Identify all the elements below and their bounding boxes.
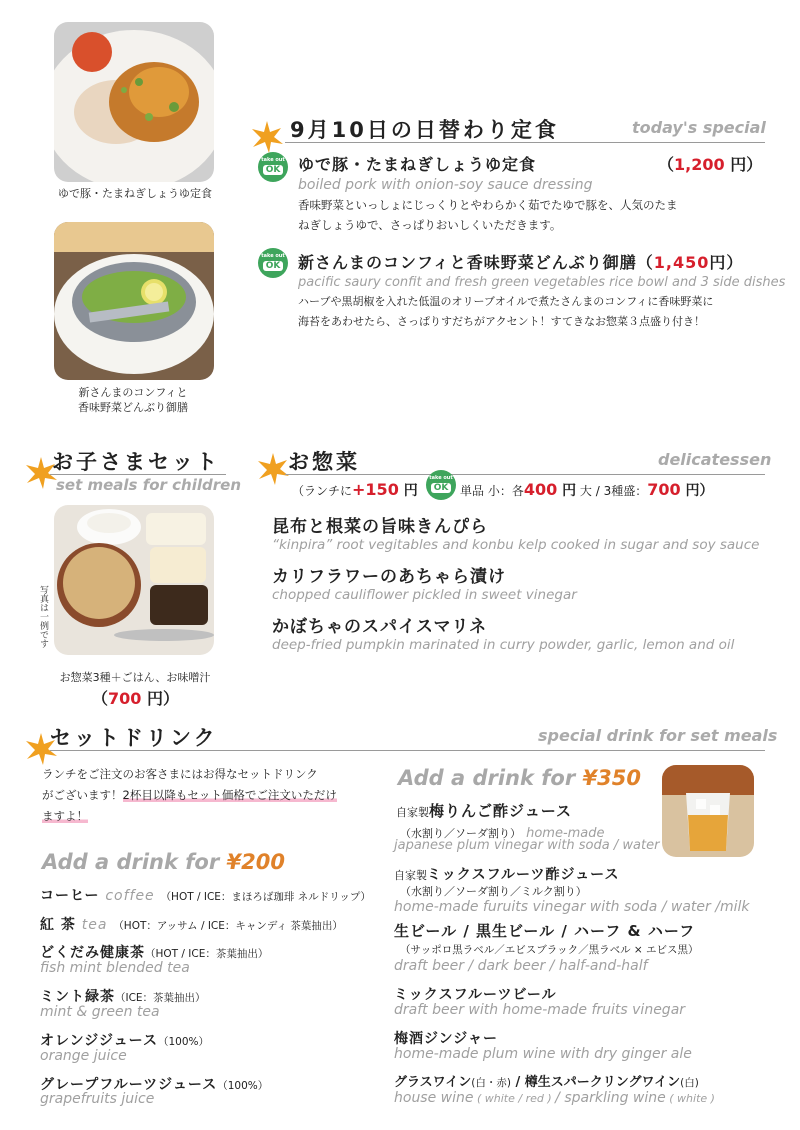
drink-english: home-made plum wine with dry ginger ale [394, 1046, 692, 1062]
photo-saury-bowl [54, 222, 214, 380]
drink-inline-english: home-made [526, 826, 605, 841]
drink-note: （100%） [217, 1080, 269, 1092]
kids-divider [50, 474, 226, 475]
drink-english: grapefruits juice [40, 1091, 155, 1107]
takeout-badge-ok: OK [263, 165, 283, 175]
photo-caption-saury-2: 香味野菜どんぶり御膳 [78, 401, 188, 414]
drink-name: ミント緑茶 [40, 989, 115, 1005]
drink-mix-fruit-beer: ミックスフルーツビール [394, 987, 557, 1003]
deli-price-pre: （ランチに [292, 484, 353, 498]
deli-subtitle: delicatessen [658, 450, 772, 469]
dish2-desc-line2: 海苔をあわせたら、さっぱりすだちがアクセント！すてきなお惣菜３点盛り付き！ [298, 315, 705, 328]
deli-price-p2: 700 [647, 480, 681, 499]
special-dish2-desc [298, 292, 768, 332]
special-dish1-name: ゆで豚・たまねぎしょうゆ定食 [298, 155, 537, 174]
special-dish2-english: pacific saury confit and fresh green vegetables rice bowl and 3 side dishes [298, 275, 786, 290]
drink-mix-fruit-vinegar [394, 864, 619, 884]
photo-caption-kids: お惣菜3種＋ごはん、お味噌汁 [59, 671, 211, 684]
kids-subtitle: set meals for children [56, 476, 242, 494]
drink-english: japanese plum vinegar with soda / water [394, 838, 660, 853]
drink-prefix: 自家製 [396, 806, 429, 819]
drink-note: （HOT / ICE：まほろば珈琲 ネルドリップ） [160, 891, 371, 903]
drinks-intro [42, 764, 392, 827]
kids-price [92, 686, 179, 709]
drinks-title: セットドリンク [50, 726, 218, 750]
drinks-intro-line2a: がございます！ [42, 788, 123, 802]
deli-price-line [292, 480, 418, 500]
wine-english-d: ( white ) [665, 1092, 715, 1105]
dish2-price-value: 1,450 [653, 253, 710, 272]
deli-price-add: +150 [352, 480, 399, 499]
takeout-badge-top: take out [261, 157, 285, 163]
photo-kids-set [54, 505, 214, 655]
wine-english-b: ( white / red ) [473, 1092, 556, 1105]
kids-price-value: 700 [108, 689, 142, 708]
deli-price-large-label: 大 / 3種盛： [576, 484, 648, 498]
special-dish1-english: boiled pork with onion-soy sauce dressing [298, 177, 593, 193]
deli-item-name: カリフラワーのあちゃら漬け [272, 567, 506, 587]
drink-note: (白・赤) [471, 1077, 511, 1089]
photo-caption-saury-1: 新さんまのコンフィと [78, 386, 188, 399]
drink-english: draft beer / dark beer / half-and-half [394, 958, 648, 974]
deli-item-english: deep-fried pumpkin marinated in curry powder, garlic, lemon and oil [272, 637, 735, 653]
drink-tea [40, 914, 343, 934]
drink-coffee [40, 885, 371, 905]
add-drink-200-price: ¥200 [226, 850, 285, 874]
dish1-price-suffix: 円） [724, 155, 763, 174]
add-drink-200-heading [42, 850, 285, 874]
deli-item-english: chopped cauliflower pickled in sweet vinegar [272, 587, 577, 603]
takeout-ok-badge [258, 248, 288, 278]
takeout-ok-badge [426, 470, 456, 500]
photo-caption-pork: ゆで豚・たまねぎしょうゆ定食 [58, 187, 212, 200]
drink-ume-apple-vinegar [396, 800, 572, 821]
drink-name-2: / 樽生スパークリングワイン [510, 1075, 681, 1090]
dish2-price-suffix: 円） [709, 253, 744, 272]
drink-name: グラスワイン [394, 1075, 472, 1090]
drink-inline-english: tea [81, 917, 108, 933]
drink-inline-english: coffee [105, 888, 155, 904]
kids-price-prefix: （ [92, 689, 109, 708]
special-divider [285, 142, 765, 143]
drink-name: グレープフルーツジュース [40, 1077, 218, 1093]
deli-price-yen3: 円） [680, 483, 714, 499]
drink-note: （HOT：アッサム / ICE：キャンディ 茶葉抽出） [113, 920, 343, 932]
add-drink-350-label: Add a drink for [398, 766, 583, 790]
deli-price-single-label: 単品 小：各 [460, 484, 524, 498]
dish2-name-text: 新さんまのコンフィと香味野菜どんぶり御膳 [298, 253, 637, 272]
takeout-badge-ok: OK [263, 261, 283, 271]
drinks-divider [50, 750, 765, 751]
drink-english [394, 1090, 715, 1106]
dish2-desc-line1: ハーブや黒胡椒を入れた低温のオリーブオイルで煮たさんまのコンフィに香味野菜に [298, 295, 714, 308]
special-dish1-price [658, 152, 762, 175]
add-drink-200-label: Add a drink for [42, 850, 227, 874]
drink-name: ミックスフルーツ酢ジュース [427, 867, 620, 883]
takeout-ok-badge [258, 152, 288, 182]
drink-note: （水割り／ソーダ割り／ミルク割り） [400, 885, 587, 898]
drink-english: home-made furuits vinegar with soda / water /milk [394, 899, 750, 915]
photo-drink-glass [662, 765, 754, 857]
drink-name: コーヒー [40, 888, 100, 904]
dish1-price-value: 1,200 [674, 155, 725, 174]
deli-item-name: かぼちゃのスパイスマリネ [272, 617, 488, 637]
drink-english: mint & green tea [40, 1004, 160, 1020]
special-dish2-name [298, 250, 743, 273]
photo-boiled-pork [54, 22, 214, 182]
drinks-intro-line3: ますよ！ [42, 809, 88, 823]
drink-note: （水割り／ソーダ割り） [400, 827, 521, 840]
drink-note: （100%） [157, 1036, 210, 1048]
drink-english: draft beer with home-made fruits vinegar [394, 1002, 686, 1018]
drink-name: 紅 茶 [40, 917, 76, 933]
kids-title: お子さまセット [52, 450, 220, 474]
wine-english-a: house wine [394, 1090, 474, 1106]
deli-price-yen2: 円 [557, 483, 577, 499]
drink-name: オレンジジュース [40, 1033, 158, 1049]
drink-name: 梅りんご酢ジュース [429, 802, 572, 820]
dish2-price-prefix: （ [636, 253, 654, 272]
kids-price-suffix: 円） [141, 689, 179, 708]
takeout-badge-ok: OK [431, 483, 451, 493]
star-icon [256, 452, 290, 486]
drink-note: （サッポロ黒ラベル／エビスブラック／黒ラベル × エビス黒） [400, 944, 699, 956]
deli-price-p1: 400 [523, 480, 558, 499]
drink-note: （ICE：茶葉抽出） [115, 992, 206, 1004]
drinks-intro-highlight: 2杯目以降もセット価格でご注文いただけ [122, 788, 337, 802]
special-subtitle: today's special [632, 118, 766, 137]
drink-english: orange juice [40, 1048, 127, 1064]
drink-english: fish mint blended tea [40, 960, 190, 976]
deli-price-single [460, 480, 714, 500]
drink-prefix: 自家製 [394, 869, 427, 882]
takeout-badge-top: take out [429, 475, 453, 481]
deli-title: お惣菜 [288, 450, 360, 474]
special-dish1-desc [298, 195, 768, 235]
drink-name: どくだみ健康茶 [40, 945, 145, 961]
drinks-intro-line1: ランチをご注文のお客さまにはお得なセットドリンク [42, 767, 318, 781]
takeout-badge-top: take out [261, 253, 285, 259]
deli-item-english: “kinpira” root vegitables and konbu kelp cooked in sugar and soy sauce [272, 537, 760, 553]
drink-note-2: (白) [680, 1077, 699, 1089]
drink-mint-green-tea [40, 986, 206, 1006]
add-drink-350-heading [398, 766, 641, 790]
wine-english-c: / sparkling wine [555, 1090, 666, 1106]
deli-price-yen1: 円 [398, 483, 418, 499]
star-icon [250, 120, 284, 154]
drink-glass-wine [394, 1071, 699, 1090]
deli-divider [285, 474, 765, 475]
drink-orange-juice [40, 1030, 209, 1050]
add-drink-350-price: ¥350 [582, 766, 641, 790]
drink-draft-beer: 生ビール / 黒生ビール / ハーフ & ハーフ [394, 922, 696, 940]
drink-note: （HOT / ICE：茶葉抽出） [145, 948, 269, 960]
deli-item-name: 昆布と根菜の旨味きんぴら [272, 517, 488, 537]
dish1-price-prefix: （ [658, 155, 675, 174]
photo-caption-saury [40, 385, 226, 415]
special-title: 9月10日の日替わり定食 [290, 118, 559, 142]
drink-dokudami-tea [40, 942, 268, 962]
photo-sample-note: 写真は一例です [38, 585, 48, 648]
drinks-subtitle: special drink for set meals [538, 726, 778, 745]
dish1-desc-line2: ねぎしょうゆで、さっぱりおいしくいただきます。 [298, 218, 562, 232]
drink-umeshu-ginger: 梅酒ジンジャー [394, 1031, 499, 1047]
dish1-desc-line1: 香味野菜といっしょにじっくりとやわらかく茹でたゆで豚を、人気のたま [298, 198, 678, 212]
